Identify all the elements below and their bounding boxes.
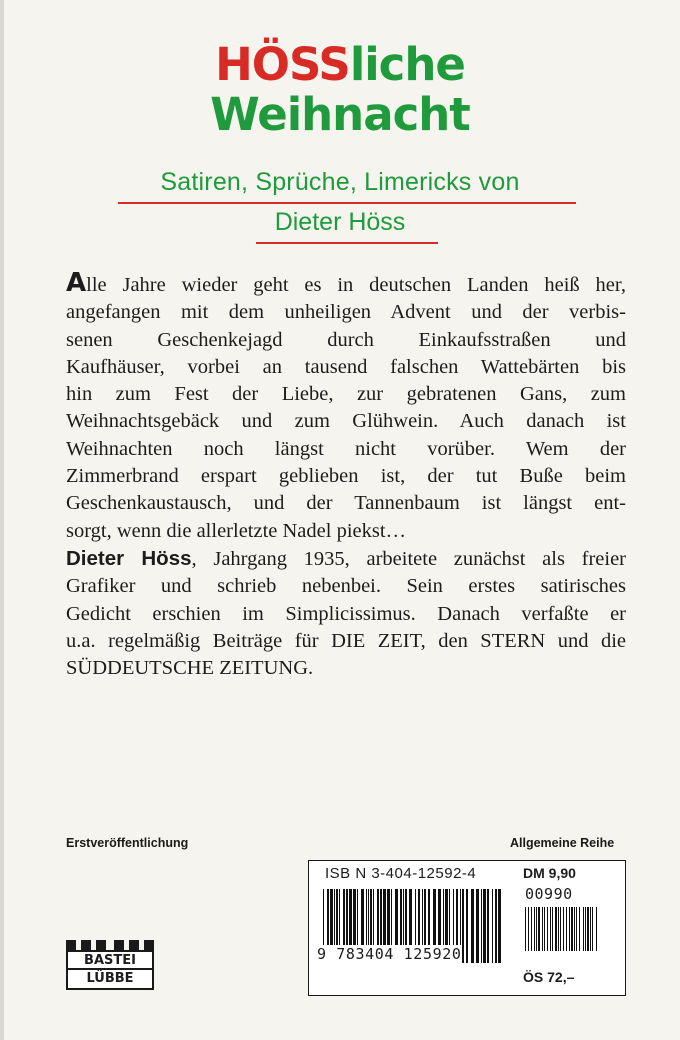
blurb-line: Geschenkaustausch, und der Tannenbaum ist längst ent- bbox=[66, 492, 626, 515]
publisher-name-bottom: LÜBBE bbox=[66, 968, 154, 990]
addon-number: 00990 bbox=[525, 885, 573, 903]
blurb-line: Alle Jahre wieder geht es in deutschen Landen heiß her, bbox=[66, 268, 626, 298]
barcode-panel bbox=[308, 860, 626, 996]
subtitle: Satiren, Sprüche, Limericks von bbox=[160, 168, 520, 196]
price-germany: DM 9,90 bbox=[523, 865, 576, 881]
author-name: Dieter Höss bbox=[274, 208, 406, 236]
drop-cap: A bbox=[66, 268, 87, 298]
addon-barcode bbox=[525, 907, 597, 951]
bio-line: Dieter Höss, Jahrgang 1935, arbeitete zunächst als freier bbox=[66, 546, 627, 570]
bio-line: Gedicht erschien im Simplicissimus. Danach verfaßte er bbox=[66, 602, 626, 625]
bio-line: Grafiker und schrieb nebenbei. Sein erstes satirisches bbox=[66, 575, 626, 598]
bio-line: u.a. regelmäßig Beiträge für DIE ZEIT, den STERN und die bbox=[66, 629, 626, 652]
blurb-line: Kaufhäuser, vorbei an tausend falschen Wattebärten bis bbox=[66, 355, 626, 378]
blurb-line: angefangen mit dem unheiligen Advent und der verbis- bbox=[66, 301, 626, 324]
author-underline bbox=[256, 242, 438, 244]
subtitle-underline bbox=[118, 202, 576, 204]
title-line-1 bbox=[0, 40, 680, 90]
blurb-line: Zimmerbrand erspart geblieben ist, der tut Buße beim bbox=[66, 465, 626, 488]
publisher-name-top: BASTEI bbox=[66, 950, 154, 972]
bio-line: SÜDDEUTSCHE ZEITUNG. bbox=[66, 657, 314, 680]
title-line-2: Weihnacht bbox=[210, 88, 470, 141]
publisher-logo bbox=[66, 940, 154, 990]
blurb-line: Weihnachten noch längst nicht vorüber. Wem der bbox=[66, 437, 626, 460]
blurb-line: sorgt, wenn die allerletzte Nadel piekst… bbox=[66, 519, 407, 542]
book-title bbox=[0, 40, 680, 140]
cover-edge bbox=[0, 0, 4, 1040]
series-label: Allgemeine Reihe bbox=[510, 836, 615, 850]
blurb-line: hin zum Fest der Liebe, zur gebratenen Gans, zum bbox=[66, 383, 626, 406]
isbn-number: ISB N 3-404-12592-4 bbox=[325, 865, 477, 882]
first-edition-label: Erstveröffentlichung bbox=[66, 836, 189, 850]
price-austria: ÖS 72,– bbox=[523, 969, 575, 985]
bio-author-name: Dieter Höss bbox=[66, 546, 192, 570]
title-green-part: liche bbox=[349, 38, 465, 91]
ean-number: 9 783404 125920 bbox=[317, 945, 462, 963]
title-red-part: HÖSS bbox=[215, 38, 350, 91]
blurb-line: senen Geschenkejagd durch Einkaufsstraßen und bbox=[66, 328, 626, 351]
blurb-line: Weihnachtsgebäck und zum Glühwein. Auch danach ist bbox=[66, 410, 626, 433]
blurb-text bbox=[66, 270, 626, 682]
